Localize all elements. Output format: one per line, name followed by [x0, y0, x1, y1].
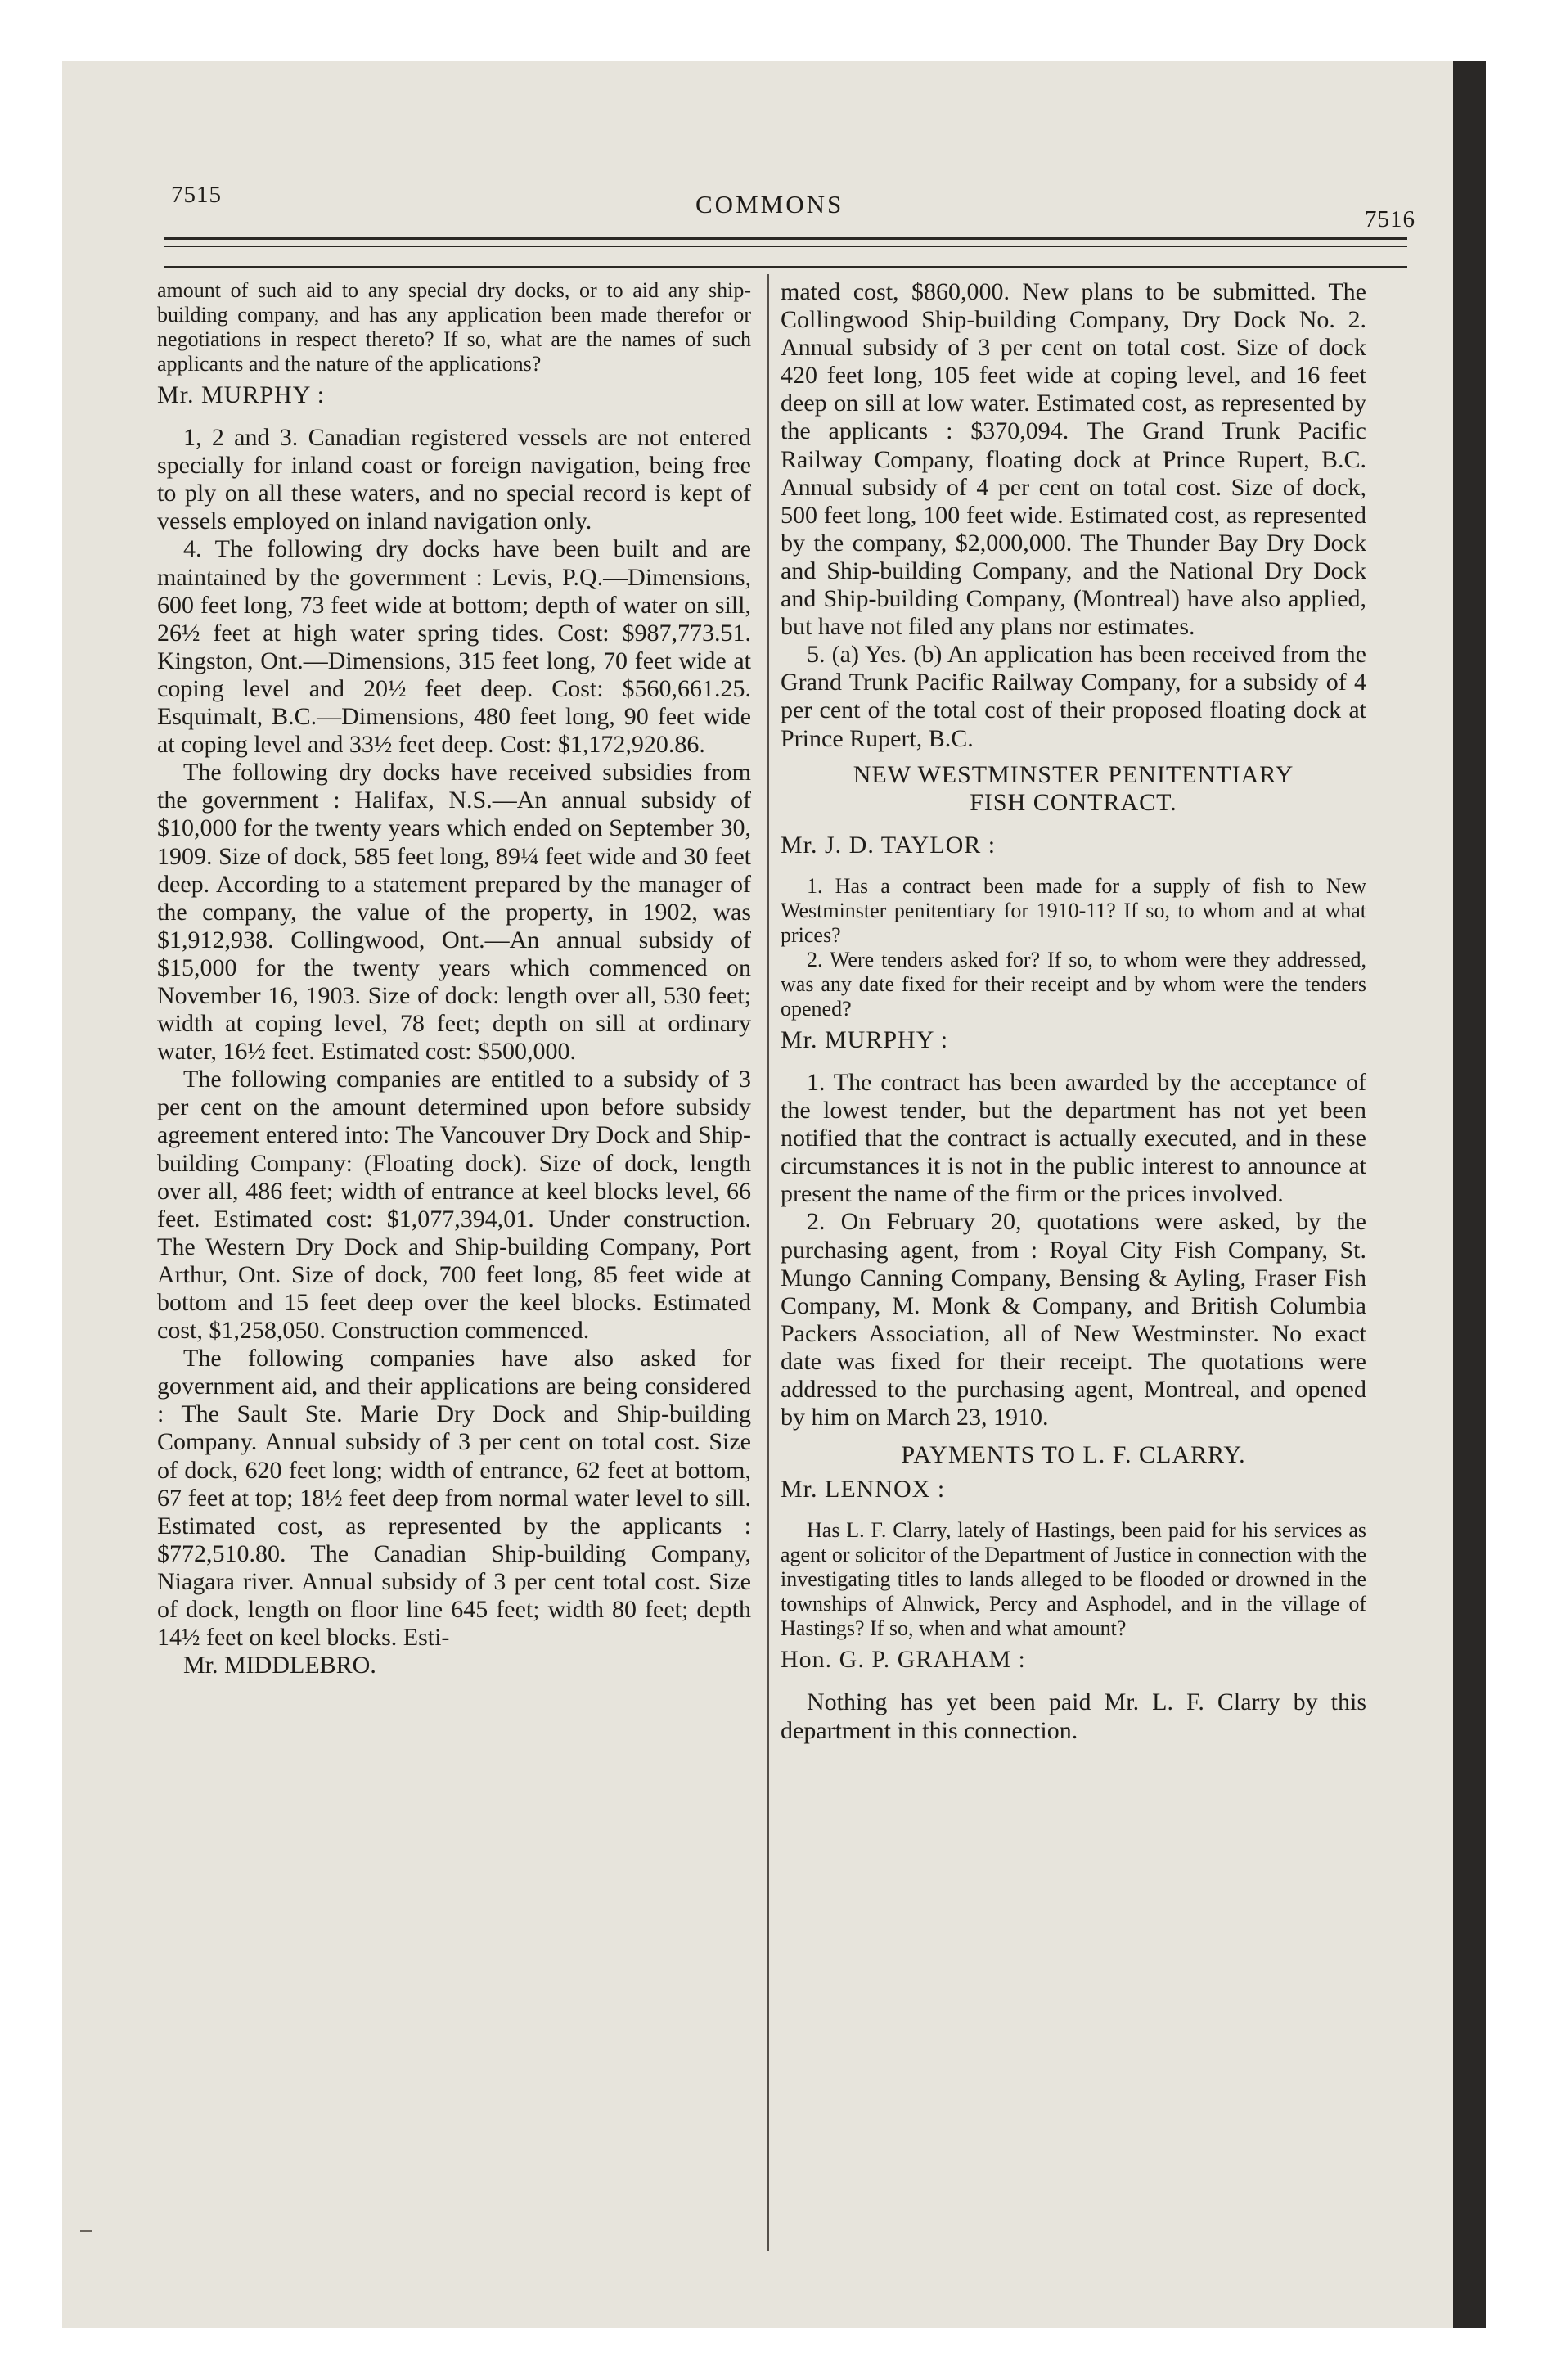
header-rule-bottom — [164, 266, 1407, 268]
margin-mark — [80, 2230, 92, 2232]
speaker-murphy: Mr. MURPHY : — [157, 381, 326, 408]
speaker-lennox: Mr. LENNOX : — [781, 1476, 946, 1503]
answer-4-government-docks: 4. The following dry docks have been built and are maintained by the government : Levis, P.Q.—Dimensions, 600 feet long, 73 feet wide at bottom; depth of water on sill, 26½ feet at high water spring tides. Cost: $987,773.51. Kingston, Ont.—Dimensions, 315 feet long, 70 feet wide at coping level and 20½ feet deep. Cost: $560,661.25. Esquimalt, B.C.—Dimensions, 480 feet long, 90 feet wide at coping level and 33½ feet deep. Cost: $1,172,920.86. — [157, 535, 751, 759]
running-title: COMMONS — [695, 190, 844, 219]
murphy-answer-1: 1. The contract has been awarded by the acceptance of the lowest tender, but the department has not yet been notified that the contract is actually executed, and in these circumstances it is not in the public interest to announce at present the name of the firm or the prices involved. — [781, 1068, 1366, 1208]
applications-paragraph: The following companies have also asked for government aid, and their applications are being considered : The Sault Ste. Marie Dry Dock and Ship-building Company. Annual subsidy of 3 per cent on total cost. Size of dock, 620 feet long; width of entrance, 62 feet at bottom, 67 feet at top; 18½ feet deep from normal water level to sill. Estimated cost, as represented by the applicants : $772,510.80. The Canadian Ship-building Company, Niagara river. Annual subsidy of 3 per cent total cost. Size of dock, length on floor line 645 feet; width 80 feet; depth 14½ feet on keel blocks. Esti- — [157, 1345, 751, 1652]
subsidised-docks-paragraph: The following dry docks have received subsidies from the government : Halifax, N.S.—An annual subsidy of $10,000 for the twenty years which ended on September 30, 1909. Size of dock, 585 feet long, 89¼ feet wide and 30 feet deep. According to a statement prepared by the manager of the company, the value of the property, in 1902, was $1,912,938. Collingwood, Ont.—An annual subsidy of $15,000 for the twenty years which commenced on November 16, 1903. Size of dock: length over all, 530 feet; width at coping level, 78 feet; depth on sill at ordinary water, 16½ feet. Estimated cost: $500,000. — [157, 759, 751, 1066]
right-column — [781, 278, 1366, 1745]
page-number-left: 7515 — [171, 182, 222, 208]
answer-5: 5. (a) Yes. (b) An application has been received from the Grand Trunk Pacific Railway Company, for a subsidy of 4 per cent of the total cost of their proposed floating dock at Prince Rupert, B.C. — [781, 641, 1366, 752]
page-number-right: 7516 — [1365, 206, 1415, 232]
entitled-companies-paragraph: The following companies are entitled to a subsidy of 3 per cent on the amount determined upon before subsidy agreement entered into: The Vancouver Dry Dock and Ship-building Company: (Floating dock). Size of dock, length over all, 486 feet; width of entrance at keel blocks level, 66 feet. Estimated cost: $1,077,394,01. Under construction. The Western Dry Dock and Ship-building Company, Port Arthur, Ont. Size of dock, 700 feet long, 85 feet wide at bottom and 15 feet deep over the keel blocks. Estimated cost, $1,258,050. Construction commenced. — [157, 1066, 751, 1345]
speaker-taylor: Mr. J. D. TAYLOR : — [781, 831, 997, 859]
taylor-question-2: 2. Were tenders asked for? If so, to whom were they addressed, was any date fixed for their receipt and by whom were the tenders opened? — [781, 947, 1366, 1021]
column-divider — [767, 274, 769, 2251]
applications-continuation: mated cost, $860,000. New plans to be submitted. The Collingwood Ship-building Company, Dry Dock No. 2. Annual subsidy of 3 per cent on total cost. Size of dock 420 feet long, 105 feet wide at coping level, and 16 feet deep on sill at low water. Estimated cost, as represented by the applicants : $370,094. The Grand Trunk Pacific Railway Company, floating dock at Prince Rupert, B.C. Annual subsidy of 4 per cent on total cost. Size of dock, 500 feet long, 100 feet wide. Estimated cost, as represented by the company, $2,000,000. The Thunder Bay Dry Dock and Ship-building Company, and the National Dry Dock and Ship-building Company, (Montreal) have also applied, but have not filed any plans nor estimates. — [781, 278, 1366, 641]
section-heading-line-2: FISH CONTRACT. — [970, 788, 1177, 816]
section-heading-clarry: PAYMENTS TO L. F. CLARRY. — [901, 1441, 1246, 1469]
header-rule-top — [164, 237, 1407, 240]
question-continuation: amount of such aid to any special dry docks, or to aid any ship-building company, and has any application been made therefor or negotiations in respect thereto? If so, what are the names of such applicants and the nature of the applications? — [157, 278, 751, 376]
page-edge-strip — [1453, 61, 1486, 2328]
murphy-answer-2: 2. On February 20, quotations were asked, by the purchasing agent, from : Royal City Fish Company, St. Mungo Canning Company, Bensing & Ayling, Fraser Fish Company, M. Monk & Company, and British Columbia Packers Association, all of New Westminster. No exact date was fixed for their receipt. The quotations were addressed to the purchasing agent, Montreal, and opened by him on March 23, 1910. — [781, 1208, 1366, 1431]
lennox-question: Has L. F. Clarry, lately of Hastings, been paid for his services as agent or solicitor of the Department of Justice in connection with the investigating titles to lands alleged to be flooded or drowned in the townships of Alnwick, Percy and Asphodel, and in the village of Hastings? If so, when and what amount? — [781, 1518, 1366, 1641]
taylor-question-1: 1. Has a contract been made for a supply of fish to New Westminster penitentiary for 1910-11? If so, to whom and at what prices? — [781, 873, 1366, 947]
answer-1-2-3: 1, 2 and 3. Canadian registered vessels are not entered specially for inland coast or foreign navigation, being free to ply on all these waters, and no special record is kept of vessels employed on inland navigation only. — [157, 424, 751, 535]
left-column — [157, 278, 751, 1679]
section-heading-line-1: NEW WESTMINSTER PENITENTIARY — [853, 760, 1294, 788]
speaker-murphy-answer: Mr. MURPHY : — [781, 1025, 949, 1053]
section-heading-fish-contract — [781, 761, 1366, 817]
speaker-graham: Hon. G. P. GRAHAM : — [781, 1646, 1026, 1674]
header-rule-middle — [164, 246, 1407, 247]
speaker-middlebro: Mr. MIDDLEBRO. — [183, 1652, 376, 1679]
graham-answer: Nothing has yet been paid Mr. L. F. Clarry by this department in this connection. — [781, 1688, 1366, 1744]
